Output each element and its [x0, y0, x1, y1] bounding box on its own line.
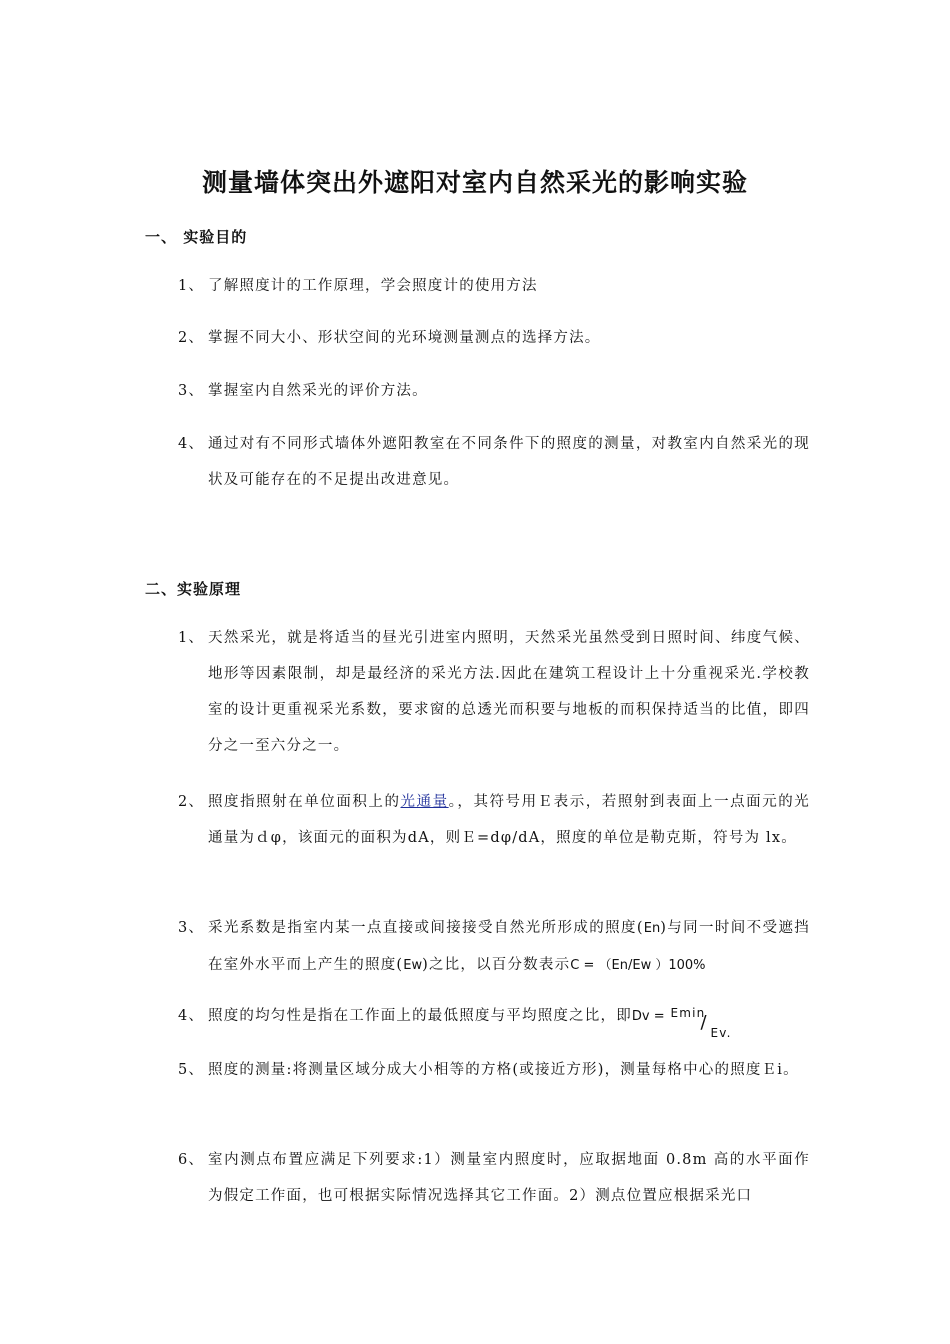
document-title: 测量墙体突出外遮阳对室内自然采光的影响实验	[201, 168, 748, 197]
item-text	[178, 910, 810, 984]
item-number: 1、	[178, 630, 205, 646]
list-item	[178, 426, 810, 498]
text-segment: )之比，以百分数表示	[422, 957, 571, 973]
list-item	[178, 373, 810, 409]
item-number: 1、	[178, 278, 205, 294]
list-item	[178, 620, 810, 764]
item-text: 了解照度计的工作原理，学会照度计的使用方法	[208, 278, 538, 294]
item-number: 2、	[178, 330, 205, 346]
text-segment: 照度的均匀性是指在工作面上的最低照度与平均照度之比，即	[208, 1008, 632, 1024]
indoor-illuminance-symbol: En	[643, 921, 661, 936]
item-text: 通过对有不同形式墙体外遮阳教室在不同条件下的照度的测量，对教室内自然采光的现状及可能存在的不足提出改进意见。	[208, 436, 810, 488]
item-text: 天然采光，就是将适当的昼光引进室内照明，天然采光虽然受到日照时间、纬度气候、地形等因素限制，却是最经济的采光方法.因此在建筑工程设计上十分重视采光.学校教室的设计更重视采光系数，要求窗的总透光而积要与地板的而积保持适当的比值，即四分之一至六分之一。	[208, 630, 810, 754]
section-heading-purpose: 一、 实验目的	[145, 228, 248, 246]
item-text: 掌握室内自然采光的评价方法。	[208, 383, 428, 399]
list-item	[178, 784, 810, 856]
fraction-numerator: Emin	[670, 1006, 706, 1020]
fraction-slash: /	[700, 1012, 708, 1033]
list-item	[178, 998, 810, 1040]
item-number: 5、	[178, 1062, 205, 1078]
uniformity-symbol: Dv =	[631, 1009, 665, 1024]
section-heading-principle: 二、实验原理	[145, 580, 242, 598]
daylight-factor-formula: C = （En/Ew ）100%	[570, 958, 706, 973]
uniformity-fraction	[670, 1001, 732, 1040]
item-text	[178, 784, 810, 856]
text-segment: )与同一时间不受遮挡在室外水平而上产生的照度(	[208, 920, 811, 973]
item-number: 3、	[178, 920, 205, 936]
luminous-flux-link[interactable]: 光通量	[400, 794, 449, 810]
item-number: 3、	[178, 383, 205, 399]
item-text	[178, 998, 810, 1040]
text-segment: 采光系数是指室内某一点直接或间接接受自然光所形成的照度(	[208, 920, 644, 936]
list-item	[178, 320, 810, 356]
item-number: 2、	[178, 794, 205, 810]
item-text: 室内测点布置应满足下列要求:1）测量室内照度时，应取据地面 0.8m 高的水平面作为假定工作面，也可根据实际情况选择其它工作面。2）测点位置应根据采光口	[208, 1152, 810, 1204]
text-segment: 照度指照射在单位面积上的	[208, 794, 401, 810]
outdoor-illuminance-symbol: Ew	[403, 958, 423, 973]
list-item	[178, 1142, 810, 1214]
item-number: 4、	[178, 1008, 205, 1024]
list-item	[178, 910, 810, 984]
list-item	[178, 1052, 810, 1088]
item-text: 掌握不同大小、形状空间的光环境测量测点的选择方法。	[208, 330, 601, 346]
fraction-denominator: Ev.	[710, 1026, 732, 1040]
item-text: 照度的测量:将测量区域分成大小相等的方格(或接近方形)，测量每格中心的照度Ｅi。	[208, 1062, 799, 1078]
text-segment: 。，其符号用Ｅ表示，若照射到表面上一点面元的光通量为ｄφ，该面元的面积为dA，则Ｅ=dφ/dA，照度的单位是勒克斯，符号为 lx。	[208, 794, 810, 846]
item-number: 6、	[178, 1152, 205, 1168]
item-number: 4、	[178, 436, 205, 452]
list-item	[178, 268, 810, 304]
